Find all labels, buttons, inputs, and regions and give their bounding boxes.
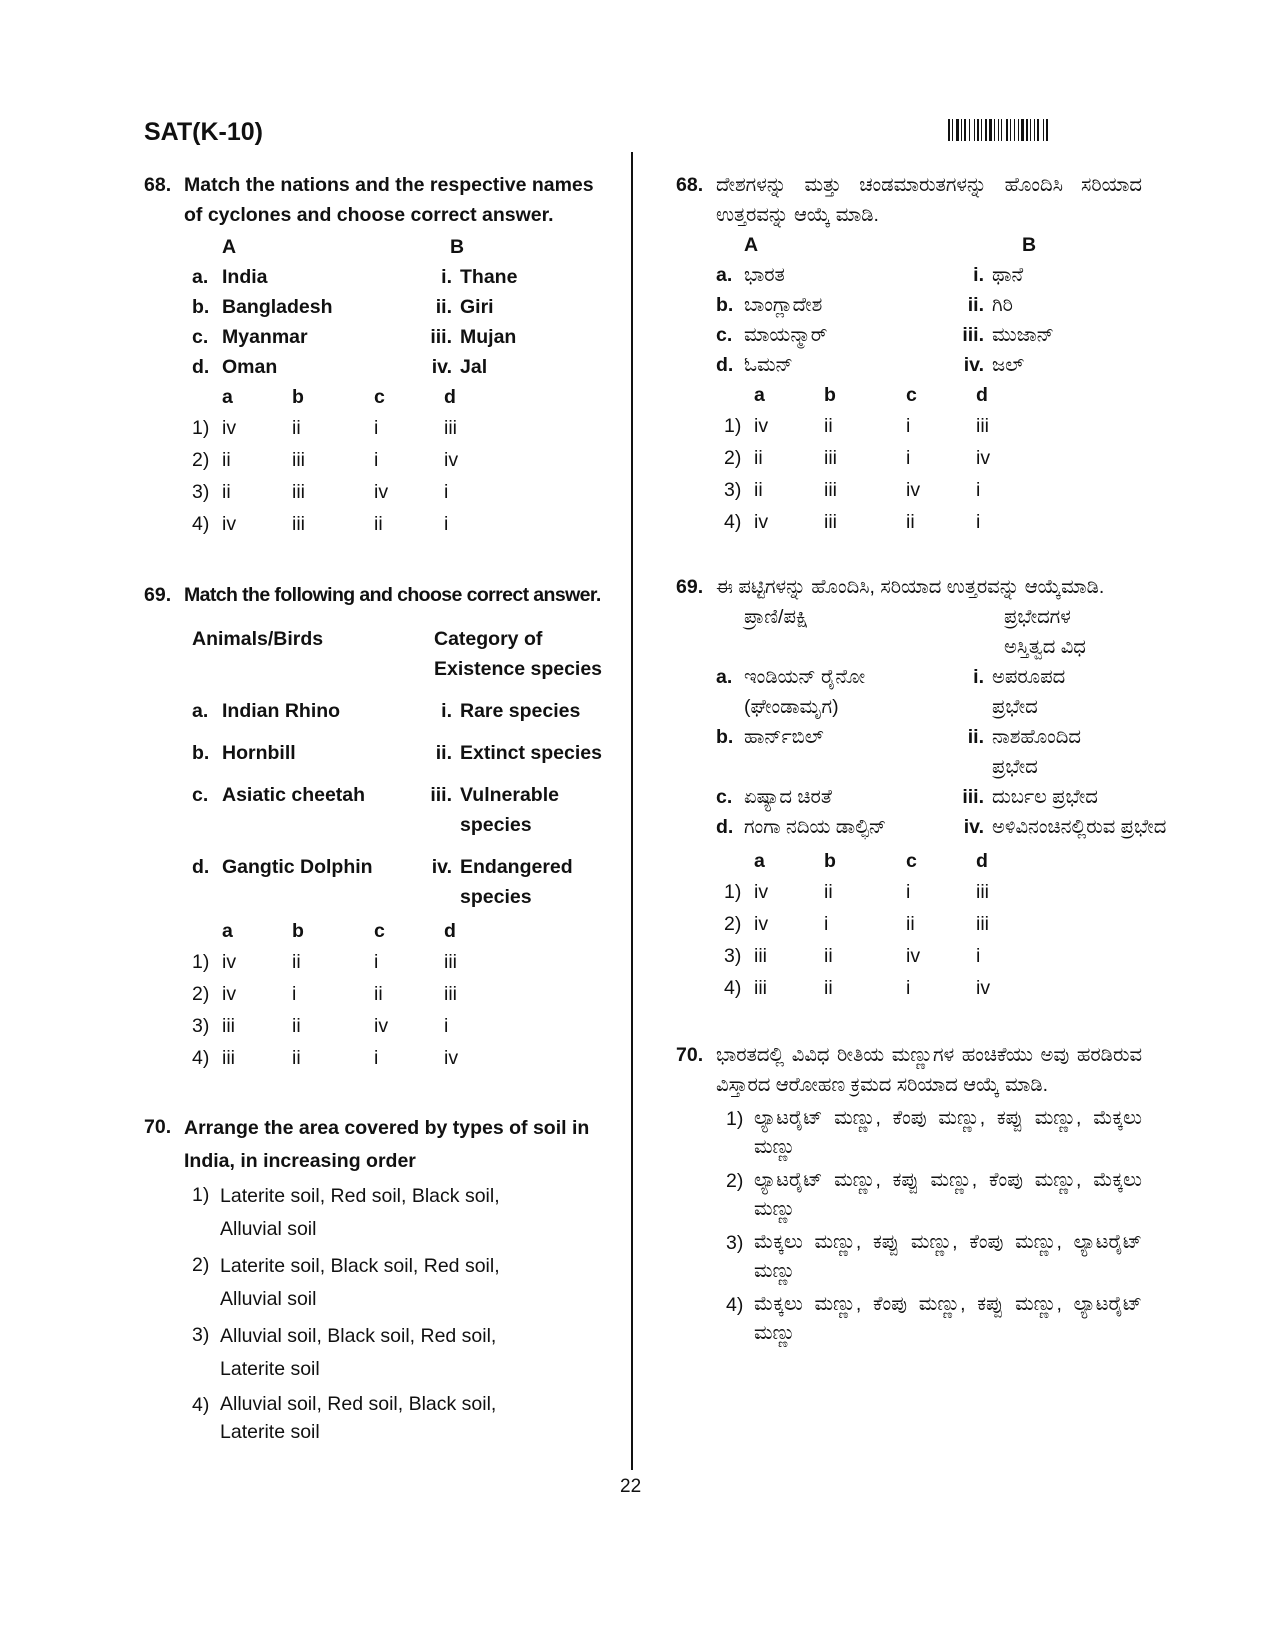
option-number[interactable]: 3) <box>192 1015 210 1037</box>
question-69-kannada <box>676 572 1167 1004</box>
option-number: 4) <box>726 1294 744 1316</box>
option-value: ii <box>824 977 833 999</box>
option-number[interactable]: 1) <box>724 881 742 903</box>
option-value: iv <box>222 951 237 973</box>
pair-item-a: Oman <box>222 356 278 378</box>
option-value: iii <box>444 983 457 1005</box>
option-value: iv <box>374 1015 389 1037</box>
match-table <box>716 230 1142 380</box>
column-a-header: ಪ್ರಾಣಿ/ಪಕ್ಷಿ <box>744 606 809 628</box>
option-header: b <box>824 850 836 872</box>
pair-letter: d. <box>192 356 210 378</box>
option-number[interactable]: 4) <box>192 1047 210 1069</box>
option-number[interactable]: 1) <box>724 415 742 437</box>
barcode-bar <box>1014 119 1015 141</box>
option-value: i <box>374 1047 379 1069</box>
match-table <box>192 624 614 912</box>
option-header: b <box>292 386 304 408</box>
option-value: iii <box>444 417 457 439</box>
option-number[interactable]: 3) <box>724 945 742 967</box>
answer-options <box>724 380 1142 538</box>
option-number[interactable]: 1) <box>192 417 210 439</box>
option-value: iii <box>292 481 305 503</box>
option-value: iv <box>906 945 921 967</box>
option-header: b <box>292 920 304 942</box>
pair-item-b: ದುರ್ಬಲ ಪ್ರಭೇದ <box>992 786 1098 808</box>
pair-numeral: i. <box>973 666 984 688</box>
option-value: iv <box>976 977 991 999</box>
pair-item-b: ಗಿರಿ <box>992 294 1013 316</box>
option-value: iv <box>754 415 769 437</box>
pair-letter: a. <box>716 666 733 688</box>
option-item[interactable] <box>726 1228 1142 1286</box>
pair-item-b: Rare species <box>460 700 581 722</box>
question-number: 69. <box>144 584 172 606</box>
option-value: iii <box>824 479 837 501</box>
option-value: i <box>374 417 379 439</box>
pair-item-a: Asiatic cheetah <box>222 784 366 806</box>
option-value: iii <box>292 449 305 471</box>
pair-letter: d. <box>716 816 734 838</box>
option-value: i <box>292 983 297 1005</box>
option-number: 2) <box>192 1254 210 1276</box>
pair-letter: c. <box>716 324 733 346</box>
pair-letter: b. <box>192 742 210 764</box>
option-value: ii <box>824 881 833 903</box>
option-value: i <box>906 881 911 903</box>
pair-item-b: Giri <box>460 296 494 318</box>
option-value: i <box>906 415 911 437</box>
column-b-header: ಪ್ರಭೇದಗಳ ಅಸ್ತಿತ್ವದ ವಿಧ <box>1004 606 1086 658</box>
option-value: iii <box>754 945 767 967</box>
option-value: iv <box>754 881 769 903</box>
option-header: a <box>754 850 765 872</box>
option-number[interactable]: 4) <box>724 511 742 533</box>
pair-numeral: iii. <box>962 786 984 808</box>
option-item[interactable] <box>192 1180 614 1246</box>
option-item[interactable] <box>192 1250 614 1316</box>
option-text: ಮೆಕ್ಕಲು ಮಣ್ಣು, ಕೆಂಪು ಮಣ್ಣು, ಕಪ್ಪು ಮಣ್ಣು, ಲ್ಯಾಟರೈಟ್ ಮಣ್ಣು <box>754 1293 1142 1344</box>
pair-letter: a. <box>192 700 209 722</box>
option-value: ii <box>754 447 763 469</box>
option-item[interactable] <box>726 1290 1142 1348</box>
option-value: iv <box>222 513 237 535</box>
option-header: d <box>976 850 988 872</box>
option-text: Alluvial soil, Red soil, Black soil, Laterite soil <box>220 1393 497 1443</box>
barcode-bar <box>1046 119 1048 141</box>
column-a-header: A <box>222 236 237 258</box>
barcode-bar <box>1018 119 1019 141</box>
option-text: ಲ್ಯಾಟರೈಟ್ ಮಣ್ಣು, ಕಪ್ಪು ಮಣ್ಣು, ಕೆಂಪು ಮಣ್ಣು, ಮೆಕ್ಕಲು ಮಣ್ಣು <box>754 1169 1142 1220</box>
option-value: iii <box>444 951 457 973</box>
option-value: iii <box>976 881 989 903</box>
question-number: 68. <box>676 174 704 196</box>
option-header: d <box>976 384 988 406</box>
pair-item-a: ಓಮನ್ <box>744 354 793 376</box>
question-69 <box>144 580 614 1074</box>
pair-item-b: Mujan <box>460 326 517 348</box>
pair-item-b: ಮುಜಾನ್ <box>992 324 1054 346</box>
option-item[interactable] <box>192 1320 614 1386</box>
pair-item-a: ಇಂಡಿಯನ್ ರೈನೋ (ಘೇಂಡಾಮೃಗ) <box>744 666 866 718</box>
pair-numeral: iv. <box>431 856 452 878</box>
english-column <box>144 170 614 1450</box>
pair-numeral: i. <box>441 700 452 722</box>
pair-item-a: Gangtic Dolphin <box>222 856 373 878</box>
barcode-bar <box>1021 119 1024 141</box>
option-value: i <box>976 945 981 967</box>
option-value: iii <box>824 511 837 533</box>
pair-letter: b. <box>716 726 734 748</box>
column-a-header: Animals/Birds <box>192 628 324 650</box>
option-header: c <box>374 920 385 942</box>
option-value: i <box>444 481 449 503</box>
pair-numeral: ii. <box>967 726 984 748</box>
column-b-header: B <box>1022 234 1037 256</box>
column-b-header: B <box>450 236 465 258</box>
pair-letter: d. <box>716 354 734 376</box>
pair-numeral: iii. <box>430 784 452 806</box>
pair-numeral: ii. <box>967 294 984 316</box>
pair-numeral: i. <box>441 266 452 288</box>
barcode-bar <box>1001 119 1002 141</box>
pair-letter: d. <box>192 856 210 878</box>
pair-item-b: Extinct species <box>460 742 602 764</box>
pair-item-b: ಥಾನೆ <box>992 264 1024 286</box>
barcode-bar <box>1006 119 1008 141</box>
pair-item-a: ಗಂಗಾ ನದಿಯ ಡಾಲ್ಫಿನ್ <box>744 816 887 838</box>
option-value: iii <box>976 415 989 437</box>
option-number[interactable]: 2) <box>724 447 742 469</box>
pair-letter: c. <box>192 784 209 806</box>
option-value: iii <box>824 447 837 469</box>
option-number[interactable]: 4) <box>724 977 742 999</box>
option-value: iv <box>976 447 991 469</box>
option-header: d <box>444 386 456 408</box>
option-value: i <box>976 511 981 533</box>
option-value: iv <box>444 449 459 471</box>
answer-options <box>724 846 1142 1004</box>
option-value: iv <box>222 983 237 1005</box>
option-number[interactable]: 2) <box>724 913 742 935</box>
barcode-bar <box>989 119 992 141</box>
pair-letter: a. <box>716 264 733 286</box>
question-text: Arrange the area covered by types of soil in India, in increasing order <box>184 1117 590 1172</box>
option-value: iv <box>374 481 389 503</box>
option-value: iii <box>222 1015 235 1037</box>
option-value: i <box>374 449 379 471</box>
option-number[interactable]: 2) <box>192 449 210 471</box>
barcode-bar <box>985 119 987 141</box>
option-value: iii <box>754 977 767 999</box>
option-text: Laterite soil, Black soil, Red soil, Alluvial soil <box>220 1255 500 1310</box>
question-number: 68. <box>144 174 172 196</box>
option-value: iv <box>444 1047 459 1069</box>
option-value: i <box>976 479 981 501</box>
option-value: ii <box>292 417 301 439</box>
pair-item-b: ಅಳಿವಿನಂಚಿನಲ್ಲಿರುವ ಪ್ರಭೇದ <box>992 816 1167 838</box>
barcode-bar <box>974 119 975 141</box>
option-value: iii <box>292 513 305 535</box>
answer-options <box>192 382 614 540</box>
option-value: ii <box>222 481 231 503</box>
option-value: iii <box>976 913 989 935</box>
kannada-column <box>676 170 1167 1352</box>
pair-item-b: Vulnerable species <box>460 784 559 836</box>
pair-numeral: i. <box>973 264 984 286</box>
pair-letter: b. <box>192 296 210 318</box>
option-value: ii <box>374 513 383 535</box>
option-header: a <box>754 384 765 406</box>
option-value: i <box>374 951 379 973</box>
pair-item-a: ಏಷ್ಯಾದ ಚಿರತೆ <box>744 786 832 808</box>
option-item[interactable] <box>726 1166 1142 1224</box>
pair-letter: c. <box>192 326 209 348</box>
barcode-bar <box>961 119 962 141</box>
question-text: Match the nations and the respective names of cyclones and choose correct answer. <box>184 174 594 226</box>
answer-options <box>192 916 614 1074</box>
barcode-bar <box>1043 119 1044 141</box>
option-value: ii <box>906 913 915 935</box>
option-value: ii <box>824 945 833 967</box>
option-header: c <box>906 850 917 872</box>
page-title: SAT(K-10) <box>144 118 263 146</box>
option-value: ii <box>292 1047 301 1069</box>
pair-numeral: iv. <box>963 354 984 376</box>
barcode-bar <box>1037 119 1039 141</box>
option-value: iv <box>906 479 921 501</box>
option-value: ii <box>906 511 915 533</box>
option-value: i <box>906 447 911 469</box>
question-text: Match the following and choose correct answer. <box>184 584 601 606</box>
question-number: 70. <box>144 1116 172 1138</box>
question-68 <box>144 170 614 540</box>
barcode-bar <box>977 119 979 141</box>
pair-item-b: ನಾಶಹೊಂದಿದ ಪ್ರಭೇದ <box>992 726 1081 778</box>
pair-item-a: ಮಾಯನ್ಮಾರ್ <box>744 324 828 346</box>
option-header: c <box>906 384 917 406</box>
pair-numeral: iii. <box>962 324 984 346</box>
pair-numeral: iii. <box>430 326 452 348</box>
option-number[interactable]: 3) <box>724 479 742 501</box>
pair-numeral: ii. <box>435 296 452 318</box>
option-header: a <box>222 386 233 408</box>
barcode-bar <box>1034 119 1035 141</box>
pair-item-a: India <box>222 266 268 288</box>
pair-item-b: ಅಪರೂಪದ ಪ್ರಭೇದ <box>992 666 1066 718</box>
question-text: ಈ ಪಟ್ಟಿಗಳನ್ನು ಹೊಂದಿಸಿ, ಸರಿಯಾದ ಉತ್ತರವನ್ನು ಆಯ್ಕೆಮಾಡಿ. <box>716 576 1105 598</box>
option-number[interactable]: 3) <box>192 481 210 503</box>
option-value: ii <box>222 449 231 471</box>
answer-options <box>726 1104 1142 1348</box>
column-b-header: Category of Existence species <box>434 628 603 680</box>
pair-item-a: Bangladesh <box>222 296 333 318</box>
option-value: ii <box>754 479 763 501</box>
option-item[interactable] <box>192 1390 614 1446</box>
option-text: ಮೆಕ್ಕಲು ಮಣ್ಣು, ಕಪ್ಪು ಮಣ್ಣು, ಕೆಂಪು ಮಣ್ಣು, ಲ್ಯಾಟರೈಟ್ ಮಣ್ಣು <box>754 1231 1142 1282</box>
pair-numeral: ii. <box>435 742 452 764</box>
barcode-icon <box>948 119 1126 141</box>
option-number[interactable]: 4) <box>192 513 210 535</box>
barcode-bar <box>994 119 995 141</box>
option-value: iv <box>754 913 769 935</box>
barcode-bar <box>998 119 999 141</box>
option-number[interactable]: 2) <box>192 983 210 1005</box>
barcode-bar <box>969 119 970 141</box>
option-text: Alluvial soil, Black soil, Red soil, Laterite soil <box>220 1325 497 1380</box>
barcode-bar <box>981 119 982 141</box>
pair-letter: a. <box>192 266 209 288</box>
pair-item-a: ಭಾರತ <box>744 264 785 286</box>
option-value: i <box>824 913 829 935</box>
pair-numeral: iv. <box>431 356 452 378</box>
question-text: ದೇಶಗಳನ್ನು ಮತ್ತು ಚಂಡಮಾರುತಗಳನ್ನು ಹೊಂದಿಸಿ ಸರಿಯಾದ ಉತ್ತರವನ್ನು ಆಯ್ಕೆ ಮಾಡಿ. <box>716 174 1142 226</box>
option-number: 1) <box>726 1108 744 1130</box>
question-70-kannada <box>676 1040 1142 1348</box>
pair-item-b: Thane <box>460 266 518 288</box>
option-number: 1) <box>192 1184 210 1206</box>
match-table <box>192 232 614 382</box>
option-value: i <box>444 1015 449 1037</box>
question-number: 70. <box>676 1044 704 1066</box>
option-item[interactable] <box>726 1104 1142 1162</box>
column-divider <box>631 152 633 1470</box>
barcode-bar <box>948 119 950 141</box>
option-header: b <box>824 384 836 406</box>
option-number[interactable]: 1) <box>192 951 210 973</box>
option-value: ii <box>824 415 833 437</box>
option-value: ii <box>374 983 383 1005</box>
option-number: 2) <box>726 1170 744 1192</box>
pair-item-b: Jal <box>460 356 488 378</box>
pair-letter: b. <box>716 294 734 316</box>
barcode-bar <box>1010 119 1011 141</box>
question-text: ಭಾರತದಲ್ಲಿ ವಿವಿಧ ರೀತಿಯ ಮಣ್ಣುಗಳ ಹಂಚಿಕೆಯು ಅವು ಹರಡಿರುವ ವಿಸ್ತಾರದ ಆರೋಹಣ ಕ್ರಮದ ಸರಿಯಾದ ಆಯ್ಕೆ ಮಾಡಿ. <box>716 1044 1142 1096</box>
pair-numeral: iv. <box>963 816 984 838</box>
option-value: i <box>906 977 911 999</box>
pair-item-b: ಜಲ್ <box>992 354 1025 376</box>
pair-item-a: ಹಾರ್ನ್‌ಬಿಲ್ <box>744 726 824 748</box>
barcode-bar <box>1026 119 1028 141</box>
option-text: ಲ್ಯಾಟರೈಟ್ ಮಣ್ಣು, ಕೆಂಪು ಮಣ್ಣು, ಕಪ್ಪು ಮಣ್ಣು, ಮೆಕ್ಕಲು ಮಣ್ಣು <box>754 1107 1142 1158</box>
option-number: 3) <box>192 1324 210 1346</box>
match-table <box>716 602 1167 842</box>
page-number: 22 <box>620 1476 642 1497</box>
option-number: 3) <box>726 1232 744 1254</box>
pair-item-a: ಬಾಂಗ್ಲಾದೇಶ <box>744 294 823 316</box>
option-header: d <box>444 920 456 942</box>
barcode-bar <box>1030 119 1031 141</box>
barcode-bar <box>952 119 953 141</box>
option-text: Laterite soil, Red soil, Black soil, Alluvial soil <box>220 1185 500 1240</box>
pair-item-b: Endangered species <box>460 856 573 908</box>
question-70 <box>144 1112 614 1446</box>
question-68-kannada <box>676 170 1142 538</box>
pair-item-a: Hornbill <box>222 742 296 764</box>
option-value: iii <box>222 1047 235 1069</box>
option-header: a <box>222 920 233 942</box>
pair-item-a: Myanmar <box>222 326 308 348</box>
option-value: ii <box>292 951 301 973</box>
option-header: c <box>374 386 385 408</box>
answer-options <box>192 1180 614 1446</box>
barcode-bar <box>964 119 966 141</box>
column-a-header: A <box>744 234 759 256</box>
option-number: 4) <box>192 1394 210 1416</box>
option-value: ii <box>292 1015 301 1037</box>
option-value: iv <box>754 511 769 533</box>
question-number: 69. <box>676 576 704 598</box>
option-value: i <box>444 513 449 535</box>
pair-letter: c. <box>716 786 733 808</box>
option-value: iv <box>222 417 237 439</box>
barcode-bar <box>956 119 959 141</box>
pair-item-a: Indian Rhino <box>222 700 341 722</box>
